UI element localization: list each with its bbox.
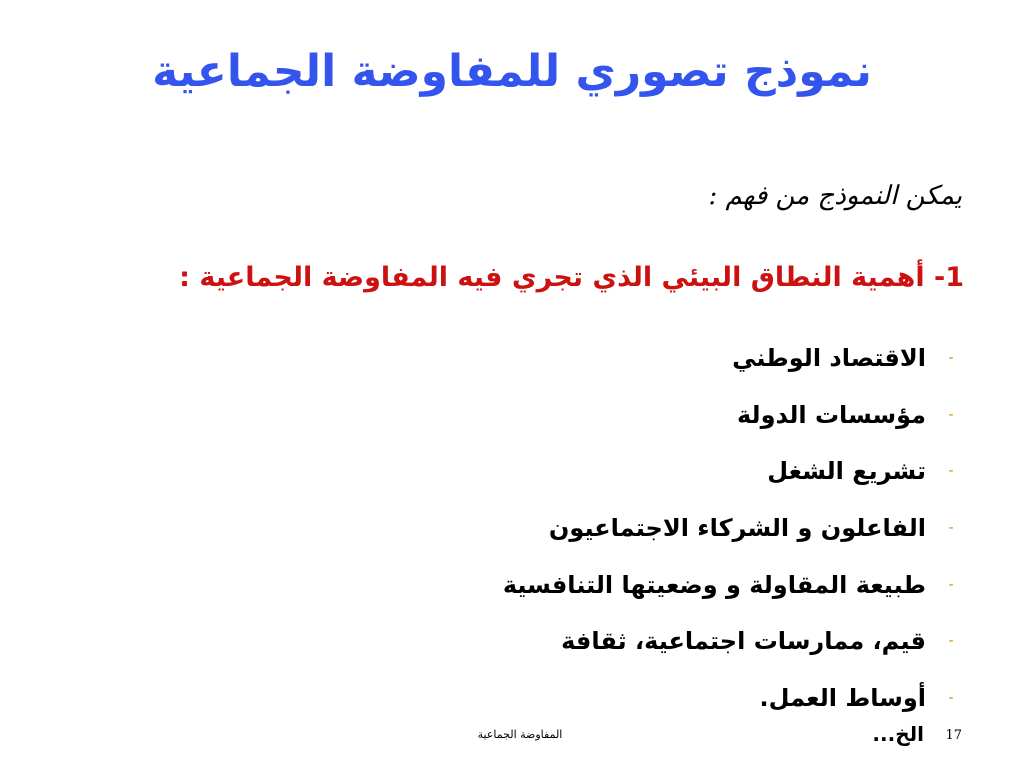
page-number: 17 [945, 728, 962, 743]
bullet-marker: - [948, 406, 954, 423]
bullet-list [503, 330, 962, 726]
list-item [503, 670, 962, 727]
bullet-marker: - [948, 350, 954, 367]
list-item [503, 556, 962, 613]
list-item [503, 387, 962, 444]
list-item [503, 443, 962, 500]
bullet-marker: - [948, 520, 954, 537]
list-item [503, 330, 962, 387]
list-item-text: مؤسسات الدولة [737, 400, 926, 429]
bullet-marker: - [948, 463, 954, 480]
list-item-text: طبيعة المقاولة و وضعيتها التنافسية [502, 570, 926, 599]
footer-title: المفاوضة الجماعية [477, 728, 563, 741]
list-item [503, 500, 962, 557]
list-item-text: قيم، ممارسات اجتماعية، ثقافة [561, 627, 926, 656]
section-heading: 1- أهمية النطاق البيئي الذي تجري فيه المفاوضة الجماعية : [179, 262, 964, 293]
list-item-text: الفاعلون و الشركاء الاجتماعيون [548, 514, 926, 543]
bullet-marker: - [948, 689, 954, 706]
footer-etc: الخ... [872, 722, 924, 746]
list-item [503, 613, 962, 670]
intro-text: يمكن النموذج من فهم : [708, 181, 962, 211]
list-item-text: تشريع الشغل [767, 457, 926, 486]
list-item-text: الاقتصاد الوطني [732, 344, 926, 373]
bullet-marker: - [948, 633, 954, 650]
list-item-text: أوساط العمل. [759, 683, 926, 712]
slide-title: نموذج تصوري للمفاوضة الجماعية [152, 46, 872, 97]
bullet-marker: - [948, 576, 954, 593]
